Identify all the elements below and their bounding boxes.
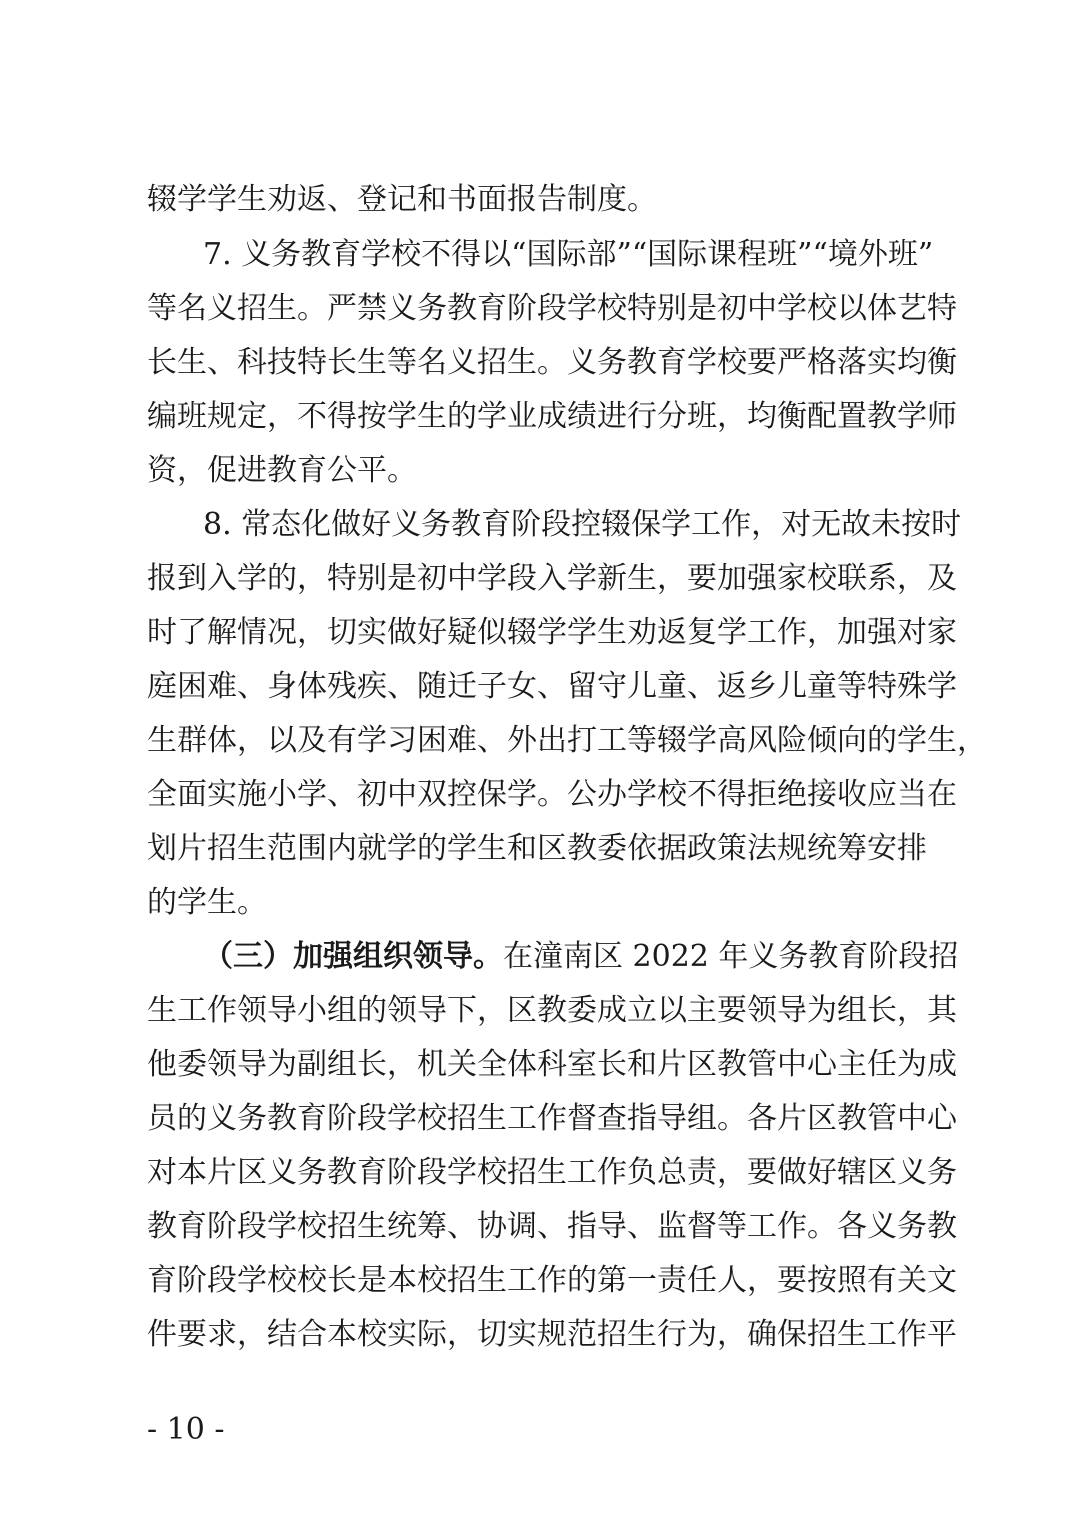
section-heading-rest: 在潼南区 2022 年义务教育阶段招 — [503, 939, 959, 974]
text-line: 划片招生范围内就学的学生和区教委依据政策法规统筹安排 — [147, 831, 927, 866]
text-line: 生群体，以及有学习困难、外出打工等辍学高风险倾向的学生， — [147, 723, 987, 758]
text-line: 长生、科技特长生等名义招生。义务教育学校要严格落实均衡 — [147, 345, 957, 380]
text-line: 对本片区义务教育阶段学校招生工作负总责，要做好辖区义务 — [147, 1155, 957, 1190]
text-line: 育阶段学校校长是本校招生工作的第一责任人，要按照有关文 — [147, 1263, 957, 1298]
text-line: 他委领导为副组长，机关全体科室长和片区教管中心主任为成 — [147, 1047, 957, 1082]
text-line: 教育阶段学校招生统筹、协调、指导、监督等工作。各义务教 — [147, 1209, 957, 1244]
text-line: 的学生。 — [147, 885, 267, 920]
text-line: 编班规定，不得按学生的学业成绩进行分班，均衡配置教学师 — [147, 399, 957, 434]
text-line: 时了解情况，切实做好疑似辍学学生劝返复学工作，加强对家 — [147, 615, 957, 650]
text-line: 7. 义务教育学校不得以“国际部”“国际课程班”“境外班” — [203, 237, 934, 272]
text-line: 8. 常态化做好义务教育阶段控辍保学工作，对无故未按时 — [203, 507, 962, 542]
page-number: - 10 - — [147, 1412, 225, 1447]
text-line: 生工作领导小组的领导下，区教委成立以主要领导为组长，其 — [147, 993, 957, 1028]
text-line: 庭困难、身体残疾、随迁子女、留守儿童、返乡儿童等特殊学 — [147, 669, 957, 704]
text-line: 员的义务教育阶段学校招生工作督查指导组。各片区教管中心 — [147, 1101, 957, 1136]
section-heading: （三）加强组织领导。 — [203, 939, 503, 974]
text-line: 辍学学生劝返、登记和书面报告制度。 — [147, 182, 657, 217]
text-line: 件要求，结合本校实际，切实规范招生行为，确保招生工作平 — [147, 1317, 957, 1352]
text-line: 报到入学的，特别是初中学段入学新生，要加强家校联系，及 — [147, 561, 957, 596]
text-line: 全面实施小学、初中双控保学。公办学校不得拒绝接收应当在 — [147, 777, 957, 812]
text-line: 资，促进教育公平。 — [147, 453, 417, 488]
text-line: 等名义招生。严禁义务教育阶段学校特别是初中学校以体艺特 — [147, 291, 957, 326]
section-heading-line — [203, 929, 959, 985]
